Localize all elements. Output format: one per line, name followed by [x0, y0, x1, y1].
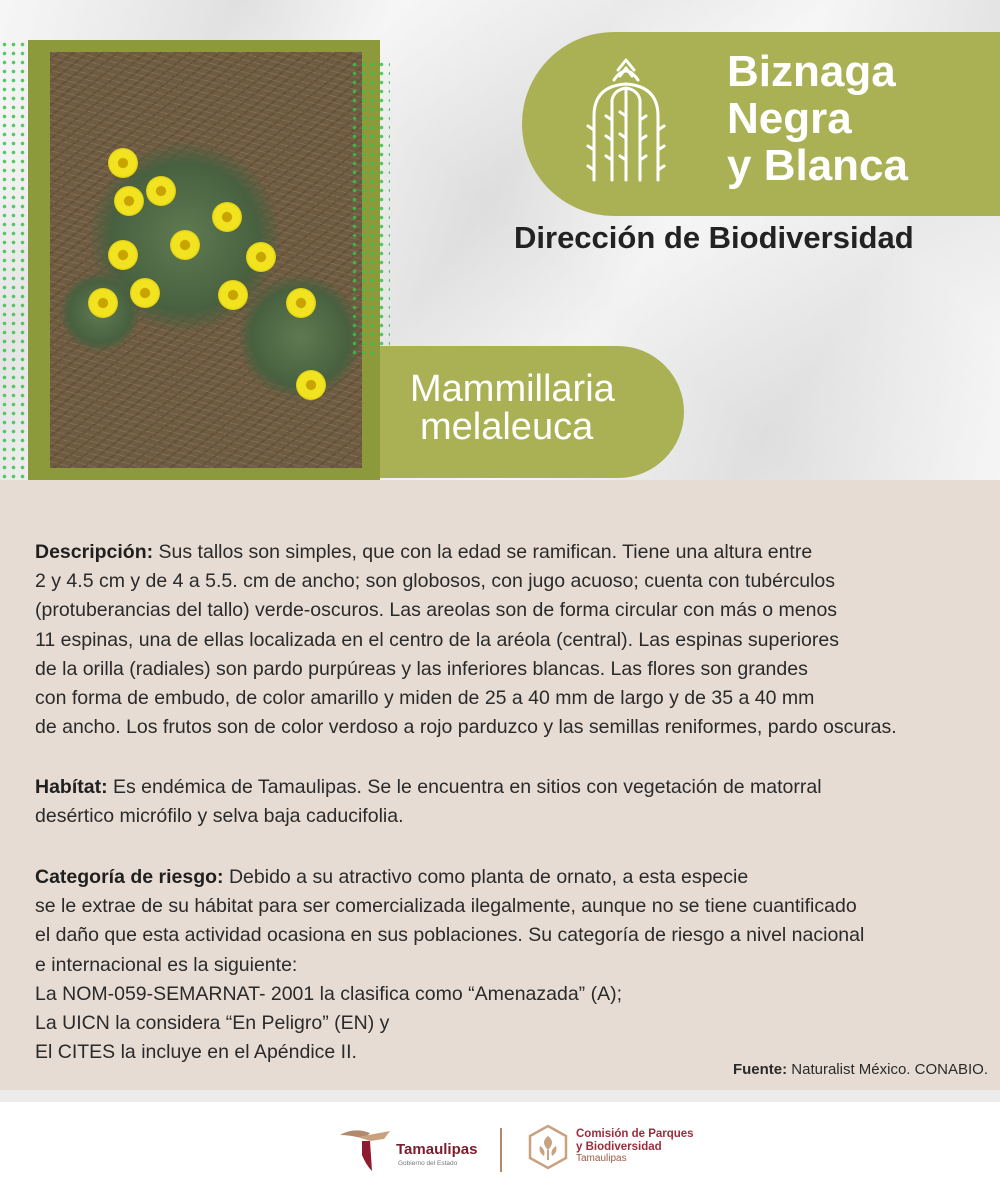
yellow-flower: [212, 202, 242, 232]
yellow-flower: [170, 230, 200, 260]
cpb-logo-icon: [528, 1124, 568, 1170]
cpb-line: y Biodiversidad: [576, 1140, 662, 1153]
habitat-label: Habítat:: [35, 776, 108, 798]
cpb-line: Tamaulipas: [576, 1153, 627, 1164]
title-line: y Blanca: [727, 141, 908, 190]
yellow-flower: [88, 288, 118, 318]
risk-line: se le extrae de su hábitat para ser comercializada ilegalmente, aunque no se tiene cuantificado: [35, 895, 857, 918]
title-line: Biznaga: [727, 47, 896, 96]
habitat-section: [35, 773, 822, 831]
page-title: [727, 48, 987, 189]
yellow-flower: [146, 176, 176, 206]
risk-label: Categoría de riesgo:: [35, 866, 224, 888]
description-line: de ancho. Los frutos son de color verdoso a rojo parduzco y las semillas reniformes, pardo oscuras.: [35, 716, 897, 739]
green-dot-pattern: [350, 60, 390, 360]
yellow-flower: [108, 148, 138, 178]
yellow-flower: [246, 242, 276, 272]
habitat-line: desértico micrófilo y selva baja caducifolia.: [35, 805, 404, 828]
risk-line: Debido a su atractivo como planta de ornato, a esta especie: [223, 866, 749, 888]
description-section: [35, 538, 897, 742]
footer-divider: [500, 1128, 502, 1172]
yellow-flower: [296, 370, 326, 400]
scientific-name-line: Mammillaria: [410, 368, 615, 410]
tamaulipas-name: Tamaulipas: [396, 1141, 478, 1158]
habitat-line: Es endémica de Tamaulipas. Se le encuentra en sitios con vegetación de matorral: [107, 776, 822, 798]
yellow-flower: [218, 280, 248, 310]
subtitle: Dirección de Biodiversidad: [514, 220, 914, 255]
risk-line: el daño que esta actividad ocasiona en sus poblaciones. Su categoría de riesgo a nivel nacional: [35, 924, 865, 947]
cpb-line: Comisión de Parques: [576, 1128, 694, 1140]
risk-line: La UICN la considera “En Peligro” (EN) y: [35, 1012, 390, 1035]
risk-line: El CITES la incluye en el Apéndice II.: [35, 1041, 357, 1064]
cpb-name: [576, 1128, 694, 1166]
yellow-flower: [286, 288, 316, 318]
description-line: con forma de embudo, de color amarillo y miden de 25 a 40 mm de largo y de 35 a 40 mm: [35, 687, 815, 710]
risk-line: La NOM-059-SEMARNAT- 2001 la clasifica como “Amenazada” (A);: [35, 982, 623, 1005]
risk-line: e internacional es la siguiente:: [35, 953, 298, 976]
description-line: 2 y 4.5 cm y de 4 a 5.5. cm de ancho; son globosos, con jugo acuoso; cuenta con tubérculos: [35, 570, 835, 593]
tamaulipas-logo-icon: [340, 1125, 390, 1173]
title-line: Negra: [727, 94, 852, 143]
yellow-flower: [130, 278, 160, 308]
source-text: Naturalist México. CONABIO.: [787, 1061, 988, 1078]
tamaulipas-subtitle: Gobierno del Estado: [398, 1160, 458, 1167]
description-label: Descripción:: [35, 541, 154, 563]
yellow-flower: [108, 240, 138, 270]
description-line: Sus tallos son simples, que con la edad se ramifican. Tiene una altura entre: [153, 541, 813, 563]
risk-section: [35, 863, 864, 1067]
cactus-flower-photo: [50, 52, 362, 468]
scientific-name-line: melaleuca: [420, 406, 594, 448]
cactus-icon: [584, 56, 668, 184]
source-label: Fuente:: [732, 1061, 788, 1078]
source-note: [733, 1061, 988, 1078]
description-line: 11 espinas, una de ellas localizada en el centro de la aréola (central). Las espinas superiores: [35, 628, 839, 651]
yellow-flower: [114, 186, 144, 216]
description-line: (protuberancias del tallo) verde-oscuros. Las areolas son de forma circular con más o menos: [35, 599, 838, 622]
scientific-name: [410, 370, 680, 446]
description-line: de la orilla (radiales) son pardo purpúreas y las inferiores blancas. Las flores son grandes: [35, 657, 808, 680]
